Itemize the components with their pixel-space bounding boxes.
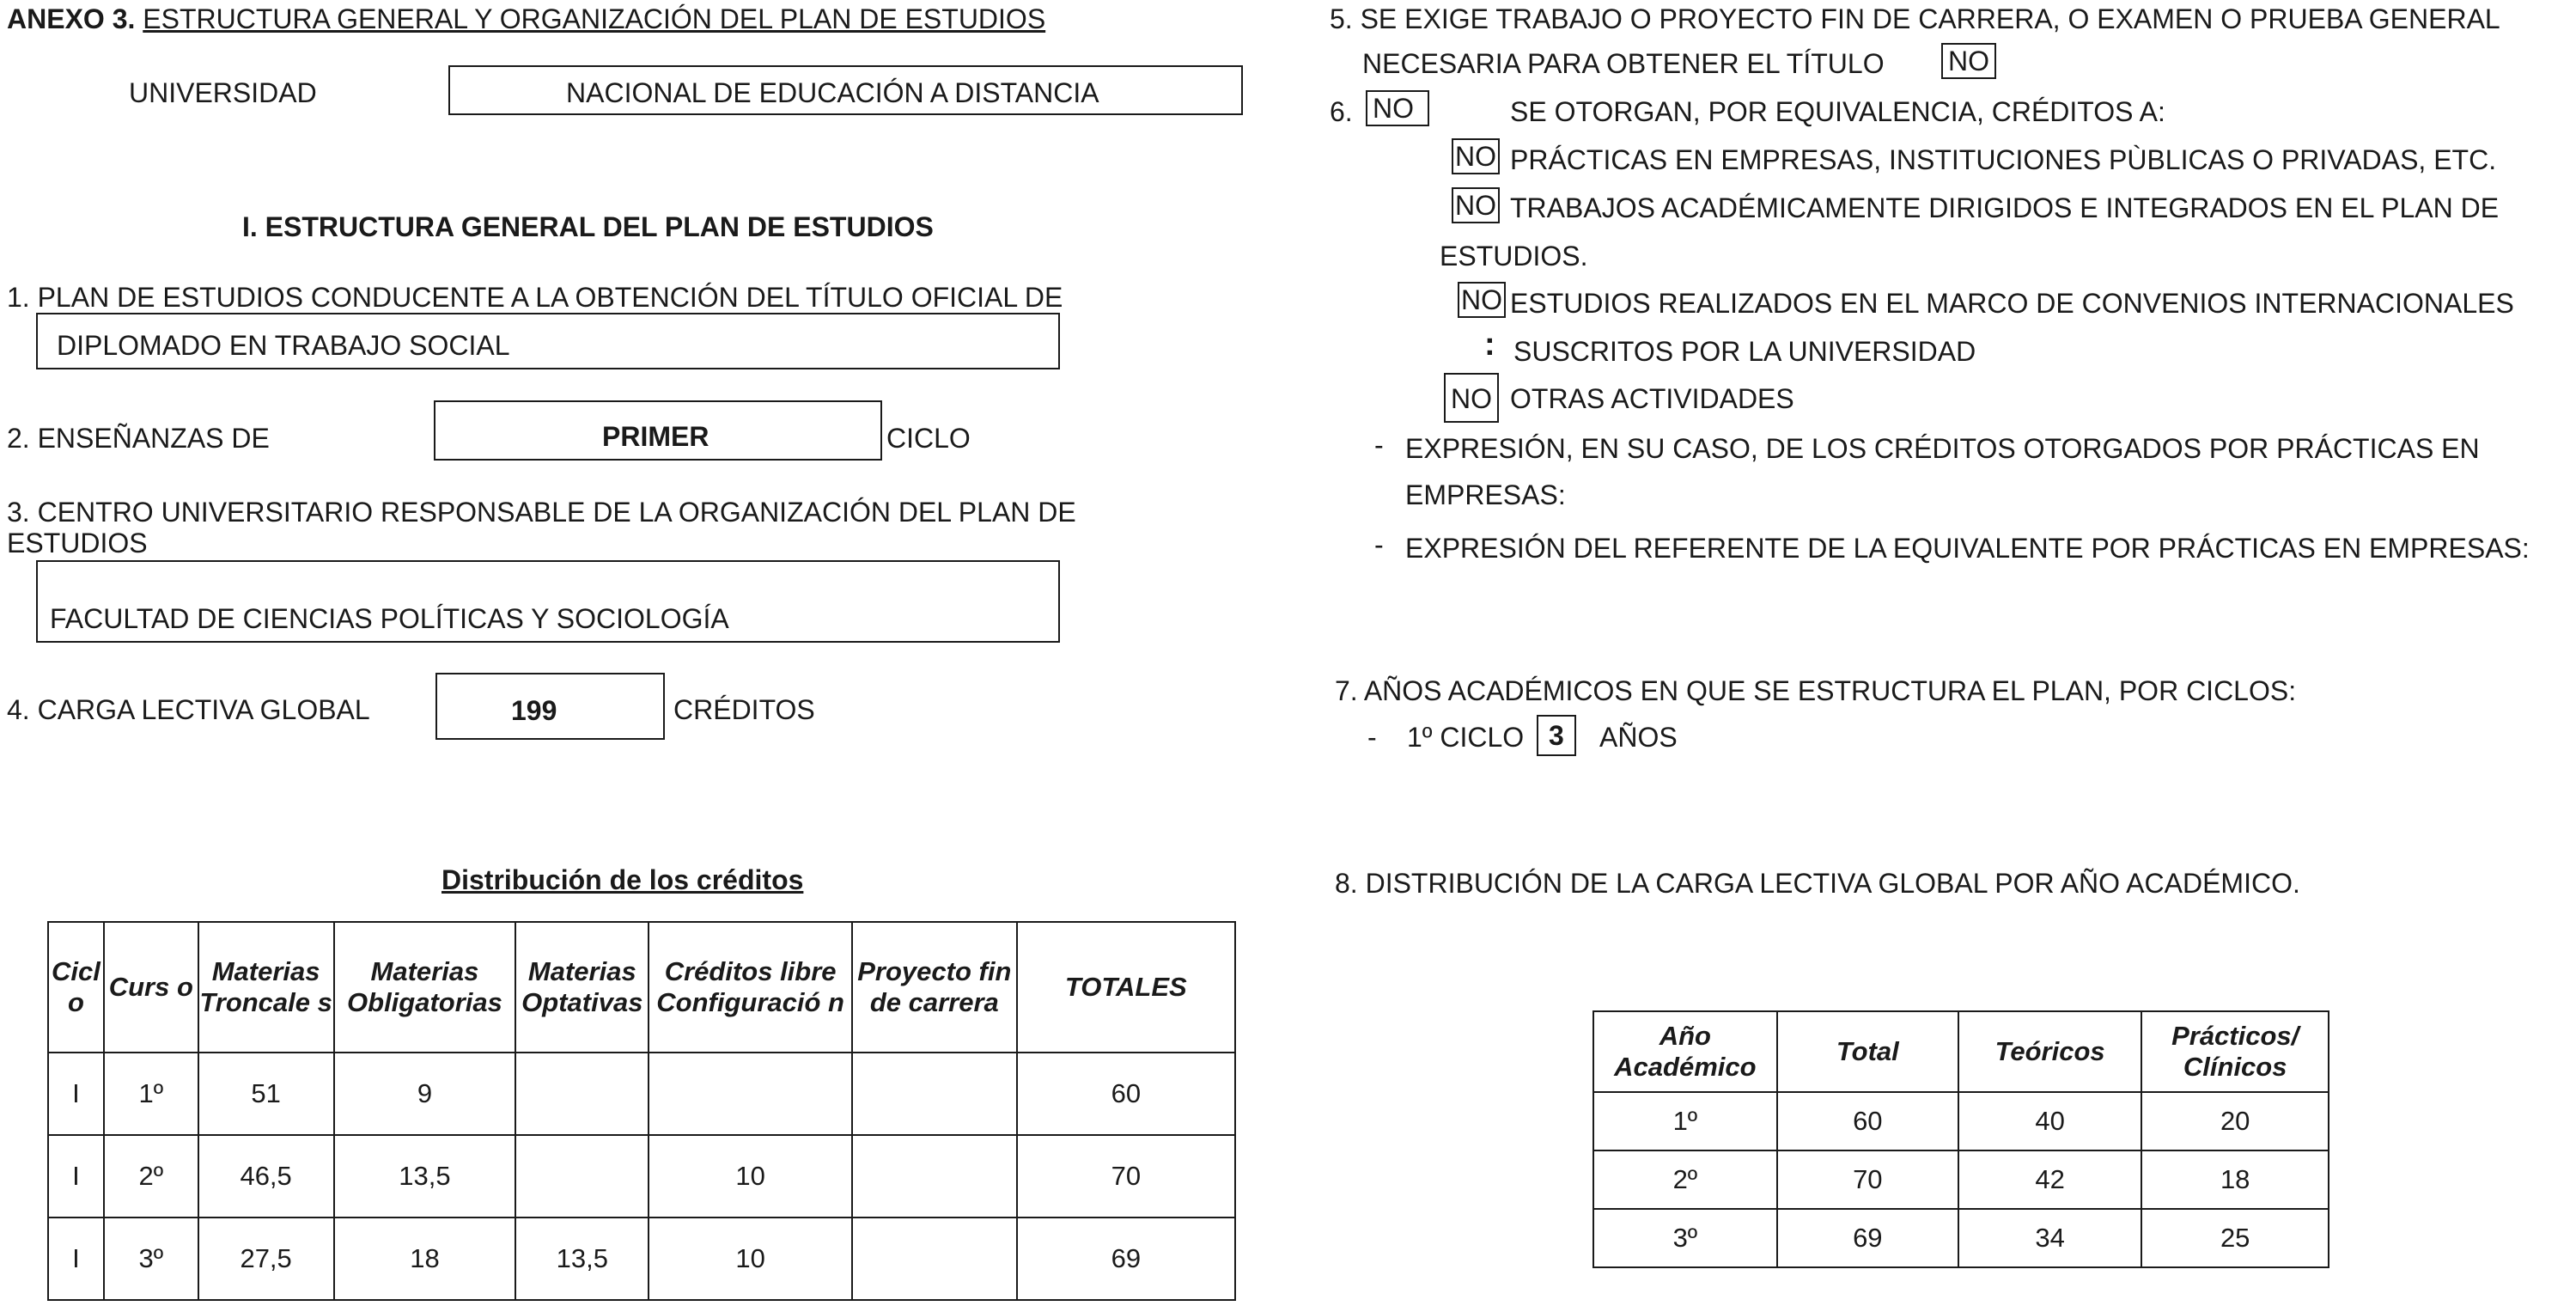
item4-suffix: CRÉDITOS: [673, 694, 815, 725]
table-cell: 18: [2141, 1150, 2329, 1209]
item5-line2: NECESARIA PARA OBTENER EL TÍTULO: [1362, 48, 1885, 79]
distribution-title: Distribución de los créditos: [442, 864, 804, 895]
annex-heading: [7, 5, 1045, 33]
table-cell: [852, 1135, 1017, 1218]
table-row: [1593, 1209, 2329, 1267]
university-field: [448, 65, 1243, 115]
table-cell: 27,5: [198, 1218, 334, 1300]
col-header-practicos: Prácticos/ Clínicos: [2141, 1011, 2329, 1092]
table-cell: [515, 1053, 649, 1135]
item6-number: 6.: [1330, 96, 1353, 127]
table-cell: 10: [649, 1135, 852, 1218]
item3-field: [36, 560, 1060, 643]
item4-field: [435, 673, 665, 740]
col-header-anio: Año Académico: [1593, 1011, 1777, 1092]
item1-field: [36, 313, 1060, 369]
table-cell: 2º: [1593, 1150, 1777, 1209]
table-cell: [852, 1218, 1017, 1300]
item2-value: PRIMER: [602, 421, 709, 452]
col-header-troncales: Materias Troncale s: [198, 922, 334, 1053]
table-cell: I: [48, 1053, 104, 1135]
table-row: [1593, 1150, 2329, 1209]
item5-value: NO: [1941, 43, 1996, 79]
table-cell: 13,5: [334, 1135, 516, 1218]
option-convenios-value: NO: [1458, 282, 1506, 318]
table-cell: 42: [1958, 1150, 2141, 1209]
table-cell: 18: [334, 1218, 516, 1300]
item7-suffix: AÑOS: [1599, 722, 1678, 753]
option-convenios-continuation: SUSCRITOS POR LA UNIVERSIDAD: [1513, 336, 1976, 367]
table-cell: 2º: [104, 1135, 198, 1218]
item3-label-line1: 3. CENTRO UNIVERSITARIO RESPONSABLE DE LA ORGANIZACIÓN DEL PLAN DE: [7, 497, 1076, 528]
item5-line1: 5. SE EXIGE TRABAJO O PROYECTO FIN DE CARRERA, O EXAMEN O PRUEBA GENERAL: [1330, 3, 2500, 34]
option-practicas-value: NO: [1452, 138, 1500, 174]
distribution-table: [47, 921, 1236, 1301]
item2-field: [434, 400, 882, 461]
item6-label: SE OTORGAN, POR EQUIVALENCIA, CRÉDITOS A:: [1510, 96, 2165, 127]
section-title: I. ESTRUCTURA GENERAL DEL PLAN DE ESTUDIOS: [242, 211, 934, 242]
annual-table: [1592, 1010, 2329, 1268]
item7-value: 3: [1537, 715, 1576, 756]
table-cell: 25: [2141, 1209, 2329, 1267]
col-header-teoricos: Teóricos: [1958, 1011, 2141, 1092]
bullet1-line2: EMPRESAS:: [1405, 479, 1566, 510]
university-value: NACIONAL DE EDUCACIÓN A DISTANCIA: [566, 77, 1099, 108]
table-row: [1593, 1092, 2329, 1150]
table-cell: 1º: [1593, 1092, 1777, 1150]
table-cell: 1º: [104, 1053, 198, 1135]
table-cell: [649, 1053, 852, 1135]
col-header-total: Total: [1777, 1011, 1958, 1092]
annual-header-row: [1593, 1011, 2329, 1092]
col-header-curso: Curs o: [104, 922, 198, 1053]
annex-label: ANEXO 3.: [7, 3, 136, 34]
dash-icon: -: [1374, 430, 1384, 461]
col-header-totales: TOTALES: [1017, 922, 1235, 1053]
item3-value: FACULTAD DE CIENCIAS POLÍTICAS Y SOCIOLOGÍA: [50, 603, 729, 634]
option-otras-value: NO: [1444, 373, 1499, 423]
item4-label: 4. CARGA LECTIVA GLOBAL: [7, 694, 370, 725]
table-cell: [852, 1053, 1017, 1135]
bullet1-line1: EXPRESIÓN, EN SU CASO, DE LOS CRÉDITOS OTORGADOS POR PRÁCTICAS EN: [1405, 433, 2480, 464]
table-cell: 40: [1958, 1092, 2141, 1150]
table-cell: 10: [649, 1218, 852, 1300]
dash-icon: -: [1367, 722, 1377, 753]
colon-mark-icon: :: [1484, 326, 1495, 363]
item2-label: 2. ENSEÑANZAS DE: [7, 423, 270, 454]
annex-title: ESTRUCTURA GENERAL Y ORGANIZACIÓN DEL PLAN DE ESTUDIOS: [143, 3, 1046, 34]
option-trabajos-value: NO: [1452, 187, 1500, 223]
table-cell: 46,5: [198, 1135, 334, 1218]
col-header-obligatorias: Materias Obligatorias: [334, 922, 516, 1053]
col-header-libre-configuracion: Créditos libre Configuració n: [649, 922, 852, 1053]
table-cell: 20: [2141, 1092, 2329, 1150]
dash-icon: -: [1374, 529, 1384, 560]
table-cell: 70: [1777, 1150, 1958, 1209]
item7-cycle-label: 1º CICLO: [1407, 722, 1525, 753]
table-cell: 13,5: [515, 1218, 649, 1300]
table-cell: 69: [1017, 1218, 1235, 1300]
university-label: UNIVERSIDAD: [129, 77, 317, 108]
table-cell: 34: [1958, 1209, 2141, 1267]
col-header-optativas: Materias Optativas: [515, 922, 649, 1053]
table-row: [48, 1053, 1235, 1135]
option-practicas-text: PRÁCTICAS EN EMPRESAS, INSTITUCIONES PÙBLICAS O PRIVADAS, ETC.: [1510, 144, 2497, 175]
item2-suffix: CICLO: [886, 423, 971, 454]
table-row: [48, 1135, 1235, 1218]
col-header-proyecto: Proyecto fin de carrera: [852, 922, 1017, 1053]
table-cell: 3º: [104, 1218, 198, 1300]
table-cell: 60: [1017, 1053, 1235, 1135]
item3-label-line2: ESTUDIOS: [7, 528, 148, 558]
col-header-ciclo: Cicl o: [48, 922, 104, 1053]
table-cell: 60: [1777, 1092, 1958, 1150]
bullet2: EXPRESIÓN DEL REFERENTE DE LA EQUIVALENTE POR PRÁCTICAS EN EMPRESAS:: [1405, 533, 2530, 564]
table-cell: I: [48, 1135, 104, 1218]
item6-value: NO: [1366, 90, 1429, 126]
item1-label: 1. PLAN DE ESTUDIOS CONDUCENTE A LA OBTENCIÓN DEL TÍTULO OFICIAL DE: [7, 282, 1063, 313]
item4-value: 199: [511, 695, 557, 726]
option-trabajos-text: TRABAJOS ACADÉMICAMENTE DIRIGIDOS E INTEGRADOS EN EL PLAN DE: [1510, 192, 2500, 223]
item8-label: 8. DISTRIBUCIÓN DE LA CARGA LECTIVA GLOBAL POR AÑO ACADÉMICO.: [1335, 868, 2300, 899]
table-cell: 9: [334, 1053, 516, 1135]
distribution-header-row: [48, 922, 1235, 1053]
item1-value: DIPLOMADO EN TRABAJO SOCIAL: [57, 330, 510, 361]
option-trabajos-continuation: ESTUDIOS.: [1440, 241, 1588, 272]
option-otras-text: OTRAS ACTIVIDADES: [1510, 383, 1794, 414]
table-cell: 69: [1777, 1209, 1958, 1267]
table-cell: 3º: [1593, 1209, 1777, 1267]
table-cell: 70: [1017, 1135, 1235, 1218]
table-row: [48, 1218, 1235, 1300]
item7-label: 7. AÑOS ACADÉMICOS EN QUE SE ESTRUCTURA EL PLAN, POR CICLOS:: [1335, 675, 2297, 706]
table-cell: I: [48, 1218, 104, 1300]
option-convenios-text: ESTUDIOS REALIZADOS EN EL MARCO DE CONVENIOS INTERNACIONALES: [1510, 288, 2514, 319]
table-cell: 51: [198, 1053, 334, 1135]
table-cell: [515, 1135, 649, 1218]
